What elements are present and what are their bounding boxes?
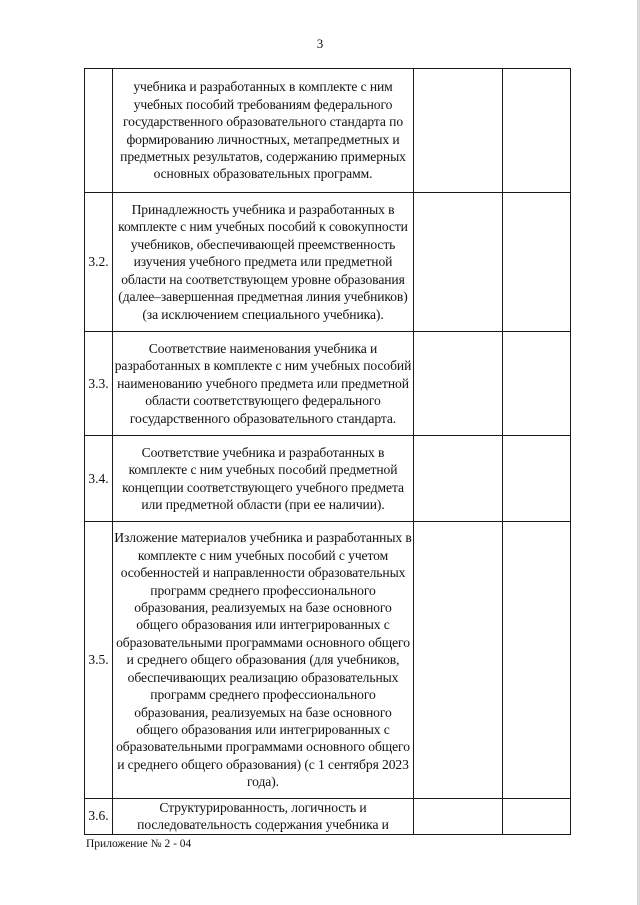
empty-cell <box>414 436 503 522</box>
criterion-text: Структурированность, логичность и последовательность содержания учебника и <box>113 799 414 835</box>
row-number: 3.4. <box>85 436 113 522</box>
empty-cell <box>503 799 571 835</box>
row-number <box>85 69 113 193</box>
table-row <box>85 522 571 799</box>
empty-cell <box>414 193 503 332</box>
empty-cell <box>503 522 571 799</box>
criterion-text: Соответствие наименования учебника и разработанных в комплекте с ним учебных пособий наименованию учебного предмета или предметной области соответствующего федерального государственного образовательного стандарта. <box>113 332 414 436</box>
criterion-text: Принадлежность учебника и разработанных в комплекте с ним учебных пособий к совокупности учебников, обеспечивающей преемственность изучения учебного предмета или предметной области на соответствующем уровне образования (далее–завершенная предметная линия учебников) (за исключением специального учебника). <box>113 193 414 332</box>
row-number: 3.3. <box>85 332 113 436</box>
table-row <box>85 69 571 193</box>
row-number: 3.6. <box>85 799 113 835</box>
criterion-text: Изложение материалов учебника и разработанных в комплекте с ним учебных пособий с учетом особенностей и направленности образовательных программ среднего профессионального образования, реализуемых на базе основного общего образования или интегрированных с образовательными программами основного общего и среднего общего образования (для учебников, обеспечивающих реализацию образовательных программ среднего профессионального образования, реализуемых на базе основного общего образования или интегрированных с образовательными программами основного общего и среднего общего образования) (с 1 сентября 2023 года). <box>113 522 414 799</box>
criterion-text: учебника и разработанных в комплекте с ним учебных пособий требованиям федерального государственного образовательного стандарта по формированию личностных, метапредметных и предметных результатов, содержанию примерных основных образовательных программ. <box>113 69 414 193</box>
empty-cell <box>414 69 503 193</box>
table-row <box>85 436 571 522</box>
empty-cell <box>503 436 571 522</box>
empty-cell <box>414 522 503 799</box>
footer-appendix-label: Приложение № 2 - 04 <box>86 838 192 850</box>
page-number: 3 <box>316 36 324 51</box>
criterion-text: Соответствие учебника и разработанных в комплекте с ним учебных пособий предметной концепции соответствующего учебного предмета или предметной области (при ее наличии). <box>113 436 414 522</box>
row-number: 3.2. <box>85 193 113 332</box>
criteria-table <box>84 68 571 835</box>
empty-cell <box>503 193 571 332</box>
table-row <box>85 193 571 332</box>
empty-cell <box>414 332 503 436</box>
empty-cell <box>503 332 571 436</box>
row-number: 3.5. <box>85 522 113 799</box>
empty-cell <box>414 799 503 835</box>
table-row <box>85 332 571 436</box>
empty-cell <box>503 69 571 193</box>
table-row <box>85 799 571 835</box>
